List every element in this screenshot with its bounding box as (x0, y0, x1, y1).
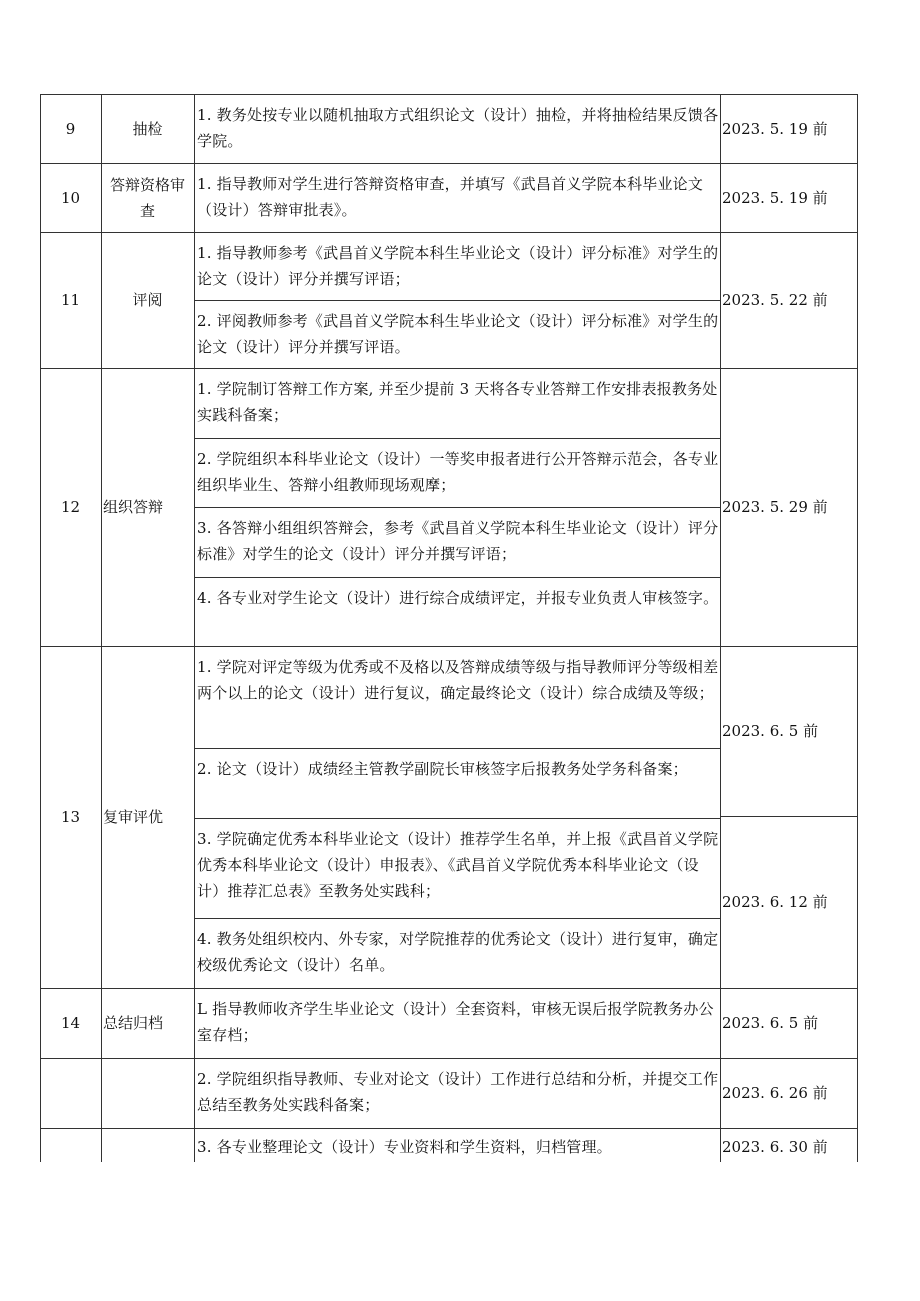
grid-line (720, 94, 721, 1162)
grid-line (101, 94, 102, 1162)
grid-line (40, 368, 858, 369)
task-item: 3. 学院确定优秀本科毕业论文（设计）推荐学生名单，并上报《武昌首义学院优秀本科毕业论文（设计）申报表》、《武昌首义学院优秀本科毕业论文（设计）推荐汇总表》至教务处实践科； (197, 830, 719, 900)
grid-line (194, 818, 720, 819)
deadline: 2023. 6. 12 前 (722, 893, 828, 911)
deadline: 2023. 5. 22 前 (722, 291, 828, 309)
grid-line (40, 163, 858, 164)
stage-name: 评阅 (132, 291, 163, 309)
grid-line (40, 646, 858, 647)
stage-name: 组织答辩 (103, 498, 164, 516)
row-number: 12 (60, 498, 81, 516)
row-number: 13 (60, 808, 81, 826)
stage-name: 答辩资格审查 (109, 175, 185, 220)
grid-line (194, 94, 195, 1162)
task-item: 3. 各答辩小组组织答辩会，参考《武昌首义学院本科生毕业论文（设计）评分标准》对学生的论文（设计）评分并撰写评语； (197, 519, 719, 563)
row-number: 11 (60, 291, 81, 309)
deadline: 2023. 5. 29 前 (722, 498, 828, 516)
task-item: 4. 教务处组织校内、外专家，对学院推荐的优秀论文（设计）进行复审，确定校级优秀论文（设计）名单。 (197, 930, 719, 974)
stage-name: 复审评优 (103, 808, 164, 826)
task-item: 1. 指导教师对学生进行答辩资格审查，并填写《武昌首义学院本科毕业论文（设计）答辩审批表》。 (197, 175, 704, 219)
grid-line (194, 438, 720, 439)
task-item: L 指导教师收齐学生毕业论文（设计）全套资料，审核无误后报学院教务办公室存档； (197, 1000, 714, 1044)
grid-line (720, 816, 858, 817)
grid-line (40, 94, 858, 95)
grid-line (194, 300, 720, 301)
task-item: 3. 各专业整理论文（设计）专业资料和学生资料，归档管理。 (197, 1138, 612, 1156)
grid-line (40, 1128, 858, 1129)
deadline: 2023. 6. 26 前 (722, 1084, 828, 1102)
row-number: 10 (60, 188, 81, 207)
grid-line (40, 988, 858, 989)
grid-line (857, 94, 858, 1162)
row-number: 14 (60, 1014, 81, 1032)
grid-line (40, 94, 41, 1162)
task-item: 2. 论文（设计）成绩经主管教学副院长审核签字后报教务处学务科备案； (197, 760, 688, 778)
row-number: 9 (65, 119, 76, 138)
task-item: 1. 指导教师参考《武昌首义学院本科生毕业论文（设计）评分标准》对学生的论文（设计）评分并撰写评语； (197, 244, 719, 288)
stage-name: 总结归档 (103, 1014, 164, 1032)
deadline: 2023. 5. 19 前 (722, 188, 828, 207)
task-item: 1. 学院对评定等级为优秀或不及格以及答辩成绩等级与指导教师评分等级相差两个以上的论文（设计）进行复议，确定最终论文（设计）综合成绩及等级； (197, 658, 719, 702)
grid-line (40, 232, 858, 233)
grid-line (40, 1058, 858, 1059)
deadline: 2023. 6. 5 前 (722, 722, 819, 740)
deadline: 2023. 6. 5 前 (722, 1014, 819, 1032)
grid-line (194, 577, 720, 578)
task-item: 2. 评阅教师参考《武昌首义学院本科生毕业论文（设计）评分标准》对学生的论文（设计）评分并撰写评语。 (197, 312, 719, 356)
stage-name: 抽检 (132, 119, 163, 138)
grid-line (194, 918, 720, 919)
deadline: 2023. 6. 30 前 (722, 1138, 828, 1156)
task-item: 1. 教务处按专业以随机抽取方式组织论文（设计）抽检，并将抽检结果反馈各学院。 (197, 106, 719, 150)
grid-line (194, 748, 720, 749)
task-item: 2. 学院组织指导教师、专业对论文（设计）工作进行总结和分析，并提交工作总结至教务处实践科备案； (197, 1070, 719, 1114)
task-item: 1. 学院制订答辩工作方案, 并至少提前 3 天将各专业答辩工作安排表报教务处实践科备案； (197, 380, 718, 424)
task-item: 4. 各专业对学生论文（设计）进行综合成绩评定，并报专业负责人审核签字。 (197, 589, 719, 607)
deadline: 2023. 5. 19 前 (722, 119, 828, 138)
grid-line (194, 507, 720, 508)
task-item: 2. 学院组织本科毕业论文（设计）一等奖申报者进行公开答辩示范会，各专业组织毕业生、答辩小组教师现场观摩； (197, 450, 719, 494)
